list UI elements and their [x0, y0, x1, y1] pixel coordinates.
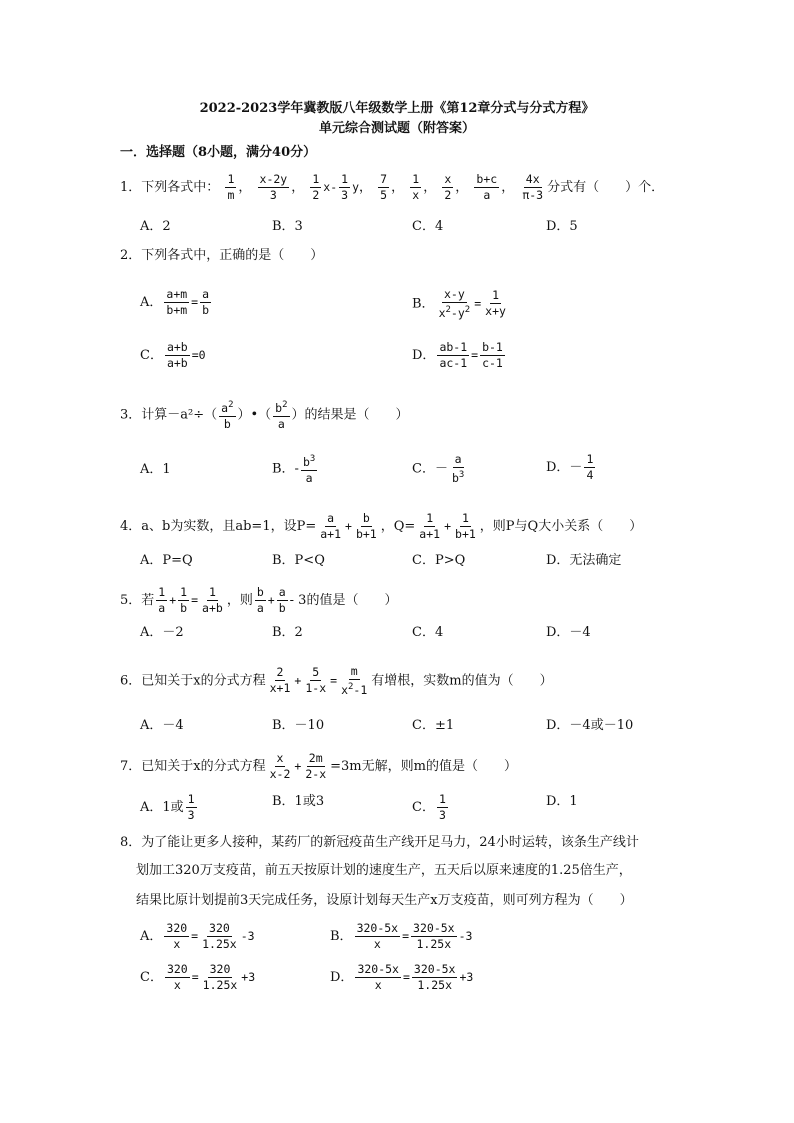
q3-option-c: C．－ $\frac{a}{b^3}$ [412, 452, 465, 485]
question-3: 3．计算－a²÷（ $\frac{a^2}{b}$ ）•（ $\frac{b^2}{a}$ ）的结果是（ ） [120, 400, 409, 431]
q4-option-d: D．无法确定 [546, 553, 622, 568]
question-8-line1: 8．为了能让更多人接种，某药厂的新冠疫苗生产线开足马力，24小时运转，该条生产线计 [120, 835, 639, 850]
section-title: 一．选择题（8小题，满分40分） [120, 145, 317, 160]
q2-option-c: C． $\frac{a+b}{a+b}$ =0 [140, 340, 206, 370]
q8-option-b: B． $\frac{320-5x}{x}$ = $\frac{320-5x}{1.25x}$ -3 [330, 921, 473, 951]
q5-option-b: B．2 [272, 625, 303, 640]
q1-option-a: A．2 [140, 219, 171, 234]
q8-option-d: D． $\frac{320-5x}{x}$ = $\frac{320-5x}{1.25x}$ +3 [330, 962, 474, 992]
q5-option-d: D．－4 [546, 625, 591, 640]
q6-option-d: D．－4或－10 [546, 718, 634, 733]
q5-option-c: C．4 [412, 625, 444, 640]
question-7: 7．已知关于x的分式方程 $\frac{x}{x-2}$ + $\frac{2m}{2-x}$ =3m无解，则m的值是（ ） [120, 751, 517, 781]
q8-option-c: C． $\frac{320}{x}$ = $\frac{320}{1.25x}$ +3 [140, 962, 256, 992]
q1-option-c: C．4 [412, 219, 444, 234]
q3-option-a: A．1 [140, 462, 171, 477]
q7-option-a: A．1或 $\frac{1}{3}$ [140, 792, 195, 822]
question-4: 4．a、b为实数，且ab=1，设P= $\frac{a}{a+1}$ + $\frac{b}{b+1}$ ，Q= $\frac{1}{a+1}$ + $\frac{1}{b+1}$ ，则P与Q大小关系（ ） [120, 511, 643, 541]
q5-option-a: A．－2 [140, 625, 184, 640]
doc-title-line2: 单元综合测试题（附答案） [318, 121, 475, 136]
q3-option-b: B．- $\frac{b^3}{a}$ [272, 454, 316, 485]
q1-option-d: D．5 [546, 219, 578, 234]
question-6: 6．已知关于x的分式方程 $\frac{2}{x+1}$ + $\frac{5}{1-x}$ = $\frac{m}{x^2-1}$ 有增根，实数m的值为（ ） [120, 664, 553, 697]
q7-option-b: B．1或3 [272, 794, 325, 809]
q4-option-c: C．P>Q [412, 553, 466, 568]
question-8-line3: 结果比原计划提前3天完成任务，设原计划每天生产x万支疫苗，则可列方程为（ ） [136, 893, 633, 908]
q6-option-b: B．－10 [272, 718, 325, 733]
q7-option-c: C． $\frac{1}{3}$ [412, 792, 446, 822]
question-2: 2．下列各式中，正确的是（ ） [120, 248, 324, 263]
q8-option-a: A． $\frac{320}{x}$ = $\frac{320}{1.25x}$ -3 [140, 921, 255, 951]
q7-option-d: D．1 [546, 794, 578, 809]
q4-option-b: B．P<Q [272, 553, 325, 568]
question-8-line2: 划加工320万支疫苗，前五天按原计划的速度生产，五天后以原来速度的1.25倍生产， [136, 863, 632, 878]
q2-option-b: B． $\frac{x-y}{x^2-y^2}$ = $\frac{1}{x+y}$ [412, 287, 506, 320]
question-1: 1．下列各式中： $\frac{1}{m}$ ， $\frac{x-2y}{3}$ ， $\frac{1}{2}$ x- $\frac{1}{3}$ y， $\frac{7}{5}$ ， $\frac{1}{x}$ ， $\frac{x}{2}$ ， $\frac{b+c}{a}$ ， $\frac{4x}{\pi-3}$ 分式有（ ）个． [120, 172, 665, 202]
doc-title-line1: 2022-2023学年冀教版八年级数学上册《第12章分式与分式方程》 [199, 101, 595, 116]
q4-option-a: A．P=Q [140, 553, 193, 568]
q2-option-a: A． $\frac{a+m}{b+m}$ = $\frac{a}{b}$ [140, 287, 210, 317]
question-5: 5．若 $\frac{1}{a}$ + $\frac{1}{b}$ = $\frac{1}{a+b}$ ，则 $\frac{b}{a}$ + $\frac{a}{b}$ - 3的值是（ ） [120, 585, 398, 615]
q3-option-d: D．－ $\frac{1}{4}$ [546, 452, 594, 482]
fraction: $\frac{1}{m}$ [227, 172, 235, 202]
q1-option-b: B．3 [272, 219, 303, 234]
q2-option-d: D． $\frac{ab-1}{ac-1}$ = $\frac{b-1}{c-1}$ [412, 340, 503, 370]
q6-option-a: A．－4 [140, 718, 184, 733]
q6-option-c: C．±1 [412, 718, 455, 733]
